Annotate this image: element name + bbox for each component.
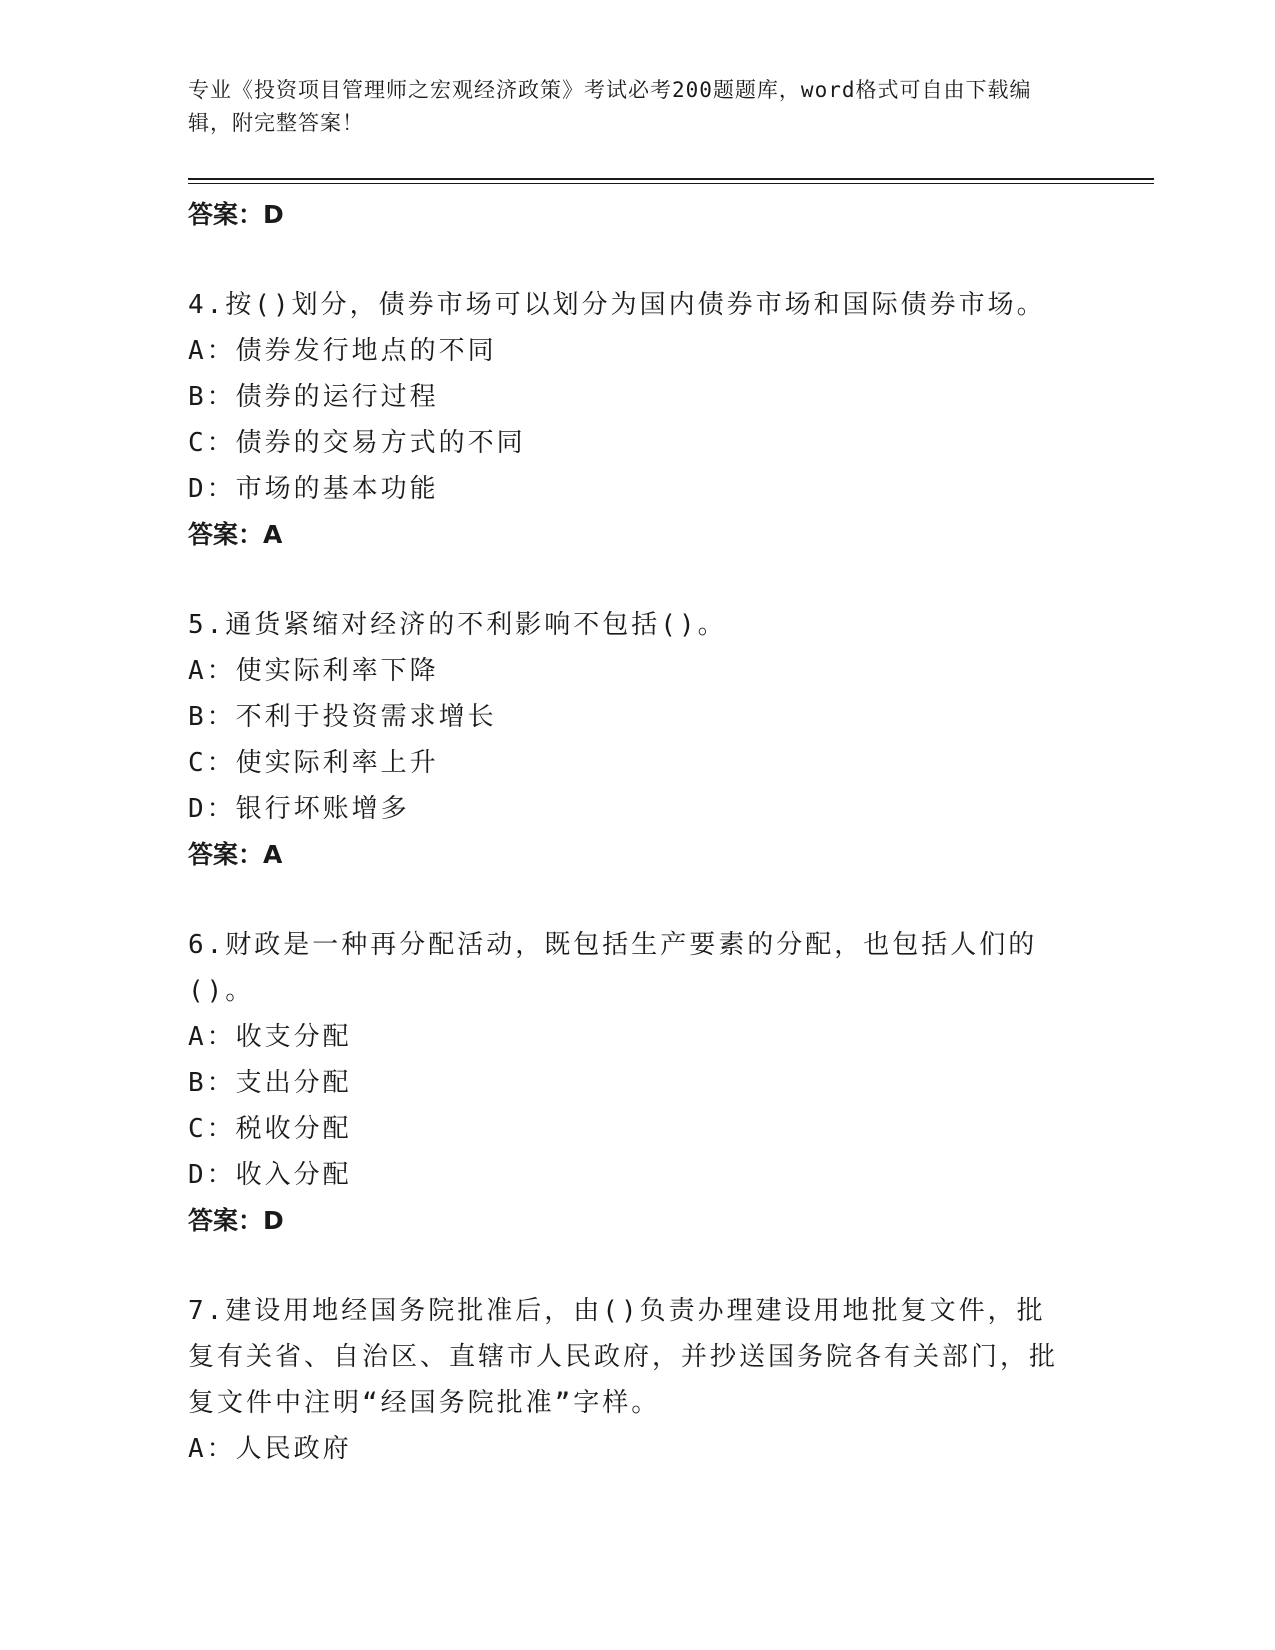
option-a: A：使实际利率下降 (188, 656, 439, 686)
document-header: 专业《投资项目管理师之宏观经济政策》考试必考200题题库，word格式可自由下载编辑，附完整答案！ (188, 78, 1032, 135)
header-divider-thin (188, 183, 1154, 184)
option-b: B：支出分配 (188, 1068, 352, 1098)
option-a: A：人民政府 (188, 1434, 352, 1464)
previous-answer: 答案：D (188, 200, 284, 229)
header-divider (188, 178, 1154, 180)
answer: 答案：A (188, 840, 283, 869)
option-b: B：债券的运行过程 (188, 382, 439, 412)
answer: 答案：A (188, 520, 283, 549)
option-d: D：收入分配 (188, 1160, 352, 1190)
question-block (188, 922, 1068, 1244)
option-c: C：使实际利率上升 (188, 748, 439, 778)
option-a: A：债券发行地点的不同 (188, 336, 497, 366)
question-block (188, 1288, 1068, 1472)
option-c: C：债券的交易方式的不同 (188, 428, 526, 458)
option-c: C：税收分配 (188, 1114, 352, 1144)
question-block (188, 602, 1068, 878)
question-block (188, 282, 1068, 558)
option-b: B：不利于投资需求增长 (188, 702, 497, 732)
option-d: D：银行坏账增多 (188, 794, 410, 824)
option-d: D：市场的基本功能 (188, 474, 439, 504)
question-list (188, 192, 1068, 1472)
question-text: 7.建设用地经国务院批准后，由()负责办理建设用地批复文件，批复有关省、自治区、直辖市人民政府，并抄送国务院各有关部门，批复文件中注明“经国务院批准”字样。 (188, 1296, 1059, 1418)
question-text: 4.按()划分，债券市场可以划分为国内债券市场和国际债券市场。 (188, 290, 1046, 320)
question-text: 6.财政是一种再分配活动，既包括生产要素的分配，也包括人们的()。 (188, 930, 1038, 1006)
answer: 答案：D (188, 1206, 284, 1235)
option-a: A：收支分配 (188, 1022, 352, 1052)
question-text: 5.通货紧缩对经济的不利影响不包括()。 (188, 610, 727, 640)
